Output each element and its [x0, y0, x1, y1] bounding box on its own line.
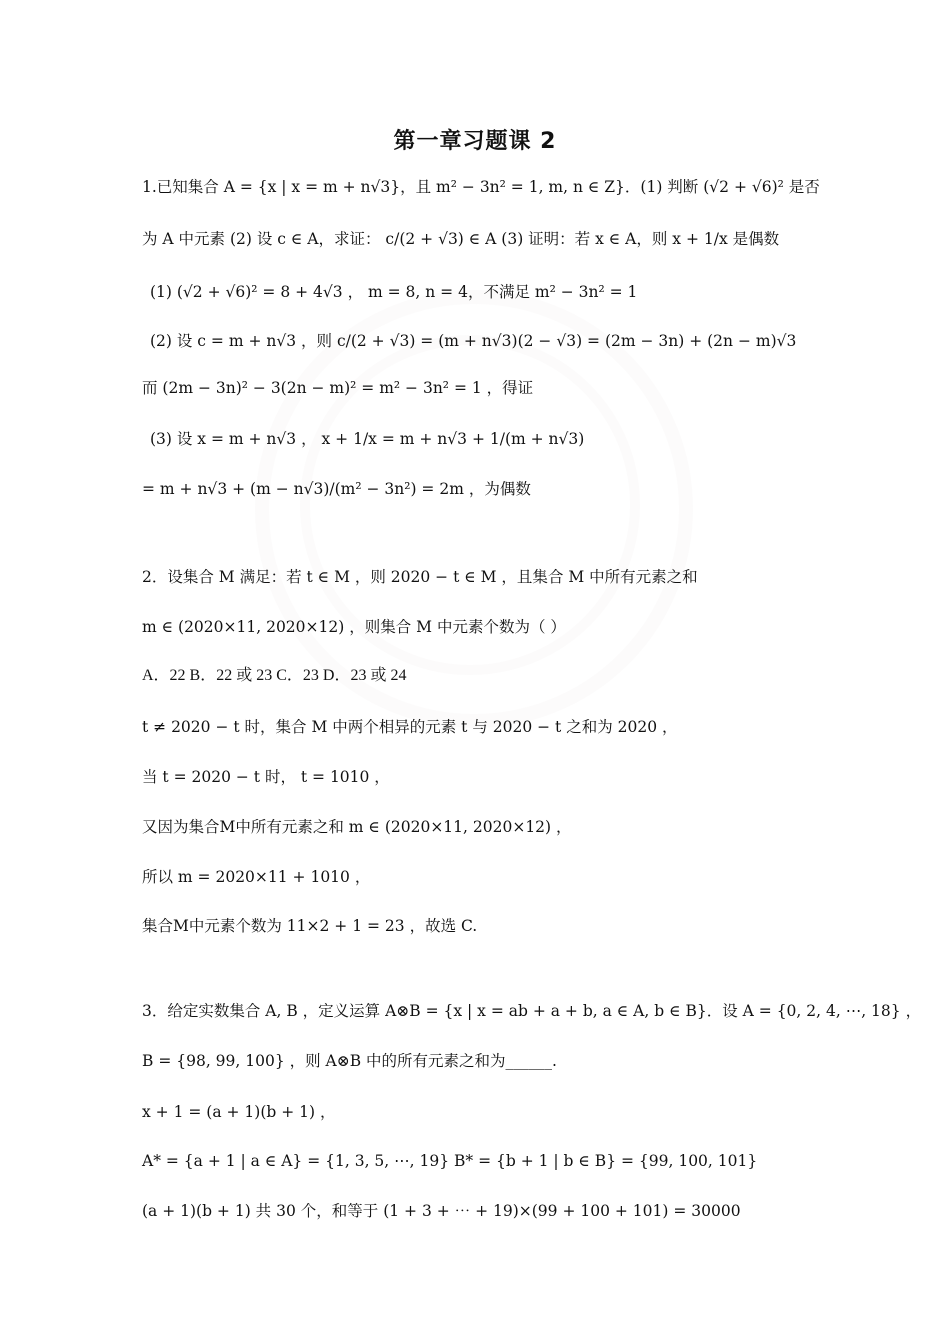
solution-2-line-5: 集合M中元素个数为 11×2 + 1 = 23 ，故选 C.	[142, 917, 478, 935]
problem-2-choices: A．22 B．22 或 23 C．23 D．23 或 24	[142, 667, 407, 684]
solution-1-part-1: (1) (√2 + √6)² = 8 + 4√3 ， m = 8, n = 4，不满足 m² − 3n² = 1	[150, 283, 638, 301]
page-title: 第一章习题课 2	[393, 129, 557, 154]
problem-1-questions: 为 A 中元素 (2) 设 c ∈ A，求证： c/(2 + √3) ∈ A (3) 证明：若 x ∈ A，则 x + 1/x 是偶数	[142, 230, 780, 248]
solution-2-line-4: 所以 m = 2020×11 + 1010 ，	[142, 868, 371, 886]
problem-1-stem: 1.已知集合 A = {x | x = m + n√3}，且 m² − 3n² = 1, m, n ∈ Z}．(1) 判断 (√2 + √6)² 是否	[142, 178, 820, 196]
solution-2-line-2: 当 t = 2020 − t 时， t = 1010 ，	[142, 768, 390, 786]
solution-1-part-3: (3) 设 x = m + n√3 ， x + 1/x = m + n√3 + 1/(m + n√3)	[150, 430, 585, 448]
solution-1-part-2: (2) 设 c = m + n√3 ，则 c/(2 + √3) = (m + n√3)(2 − √3) = (2m − 3n) + (2n − m)√3	[150, 332, 797, 350]
solution-2-line-1: t ≠ 2020 − t 时，集合 M 中两个相异的元素 t 与 2020 − t 之和为 2020 ，	[142, 718, 678, 736]
problem-3-stem: 3．给定实数集合 A, B ，定义运算 A⊗B = {x | x = ab + a + b, a ∈ A, b ∈ B}．设 A = {0, 2, 4, ⋯, 18} ，	[142, 1002, 922, 1020]
problem-2-question: m ∈ (2020×11, 2020×12) ，则集合 M 中元素个数为（ ）	[142, 618, 566, 636]
solution-1-part-3-result: = m + n√3 + (m − n√3)/(m² − 3n²) = 2m ，为偶数	[142, 480, 531, 498]
solution-3-line-3: (a + 1)(b + 1) 共 30 个，和等于 (1 + 3 + ⋯ + 19)×(99 + 100 + 101) = 30000	[142, 1202, 741, 1220]
solution-3-line-1: x + 1 = (a + 1)(b + 1) ，	[142, 1103, 336, 1121]
solution-3-line-2: A* = {a + 1 | a ∈ A} = {1, 3, 5, ⋯, 19} B* = {b + 1 | b ∈ B} = {99, 100, 101}	[142, 1152, 758, 1170]
solution-1-part-2-proof: 而 (2m − 3n)² − 3(2n − m)² = m² − 3n² = 1 ，得证	[142, 379, 534, 397]
solution-2-line-3: 又因为集合M中所有元素之和 m ∈ (2020×11, 2020×12) ，	[142, 818, 572, 836]
problem-3-question: B = {98, 99, 100} ，则 A⊗B 中的所有元素之和为______.	[142, 1052, 557, 1070]
problem-2-stem: 2．设集合 M 满足：若 t ∈ M ，则 2020 − t ∈ M ，且集合 M 中所有元素之和	[142, 568, 698, 586]
